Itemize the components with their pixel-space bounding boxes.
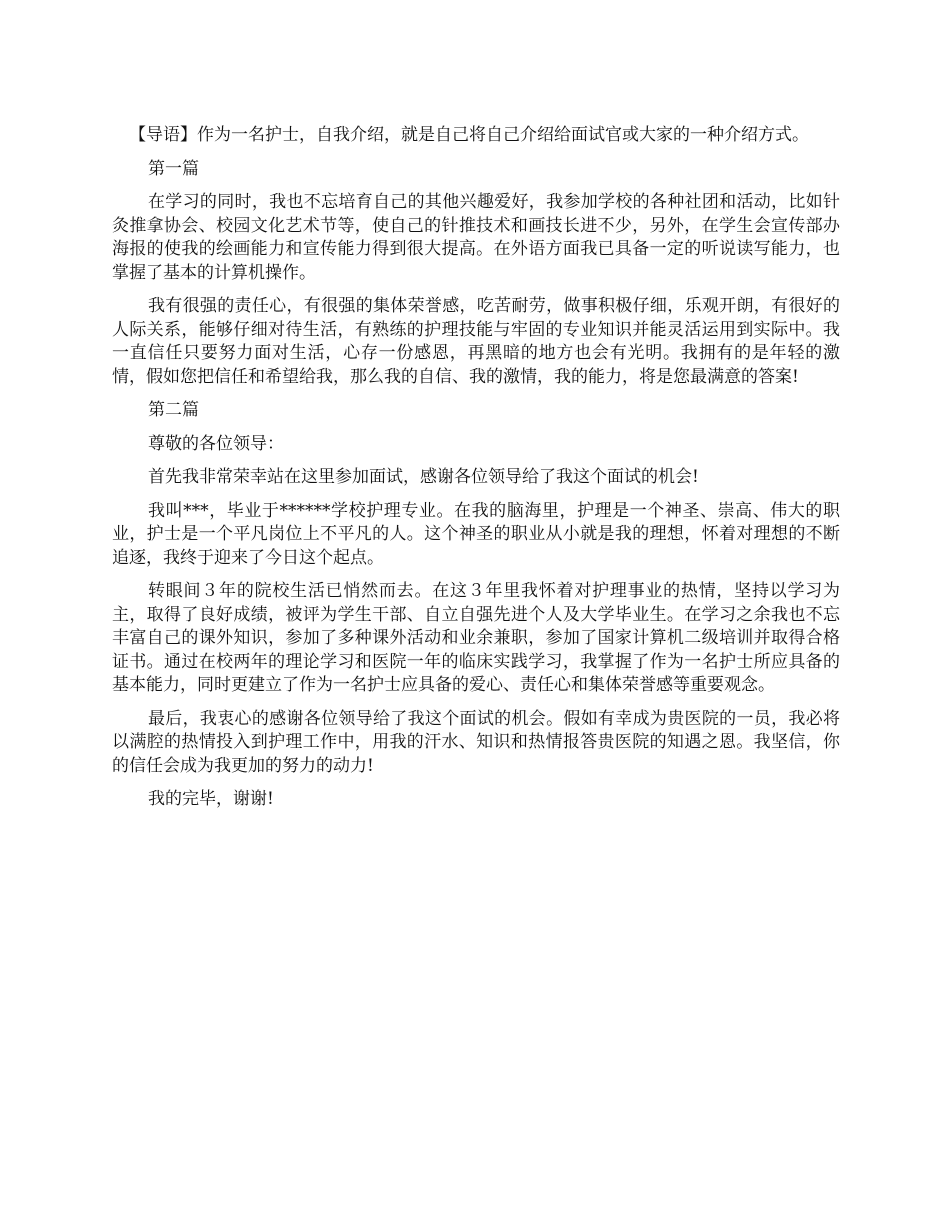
document-page bbox=[112, 124, 840, 822]
section-2-salutation: 尊敬的各位领导： bbox=[148, 433, 284, 454]
section-1-paragraph-2: 我有很强的责任心，有很强的集体荣誉感，吃苦耐劳，做事积极仔细，乐观开朗，有很好的人际关系，能够仔细对待生活，有熟练的护理技能与牢固的专业知识并能灵活运用到实际中。我一直信任只要努力面对生活，心存一份感恩，再黑暗的地方也会有光明。我拥有的是年轻的激情，假如您把信任和希望给我，那么我的自信、我的激情，我的能力，将是您最满意的答案! bbox=[112, 296, 840, 387]
section-2-closing: 我的完毕，谢谢! bbox=[148, 789, 274, 809]
intro-paragraph: 【导语】作为一名护士，自我介绍，就是自己将自己介绍给面试官或大家的一种介绍方式。 bbox=[129, 125, 809, 145]
section-2-paragraph-4: 最后，我衷心的感谢各位领导给了我这个面试的机会。假如有幸成为贵医院的一员，我必将以满腔的热情投入到护理工作中，用我的汗水、知识和热情报答贵医院的知遇之恩。我坚信，你的信任会成为我更加的努力的动力! bbox=[112, 708, 840, 776]
section-2-paragraph-2: 我叫***，毕业于******学校护理专业。在我的脑海里，护理是一个神圣、崇高、伟大的职业，护士是一个平凡岗位上不平凡的人。这个神圣的职业从小就是我的理想，怀着对理想的不断追逐，我终于迎来了今日这个起点。 bbox=[112, 500, 840, 568]
section-1-title: 第一篇 bbox=[148, 158, 199, 179]
section-2-title: 第二篇 bbox=[148, 400, 199, 420]
section-1-paragraph-1: 在学习的同时，我也不忘培育自己的其他兴趣爱好，我参加学校的各种社团和活动，比如针灸推拿协会、校园文化艺术节等，使自己的针推技术和画技长进不少，另外，在学生会宣传部办海报的使我的绘画能力和宣传能力得到很大提高。在外语方面我已具备一定的听说读写能力，也掌握了基本的计算机操作。 bbox=[112, 192, 840, 283]
section-2-paragraph-3: 转眼间３年的院校生活已悄然而去。在这３年里我怀着对护理事业的热情，坚持以学习为主，取得了良好成绩，被评为学生干部、自立自强先进个人及大学毕业生。在学习之余我也不忘丰富自己的课外知识，参加了多种课外活动和业余兼职，参加了国家计算机二级培训并取得合格证书。通过在校两年的理论学习和医院一年的临床实践学习，我掌握了作为一名护士所应具备的基本能力，同时更建立了作为一名护士应具备的爱心、责任心和集体荣誉感等重要观念。 bbox=[112, 581, 840, 695]
section-2-paragraph-1: 首先我非常荣幸站在这里参加面试，感谢各位领导给了我这个面试的机会! bbox=[148, 467, 699, 487]
